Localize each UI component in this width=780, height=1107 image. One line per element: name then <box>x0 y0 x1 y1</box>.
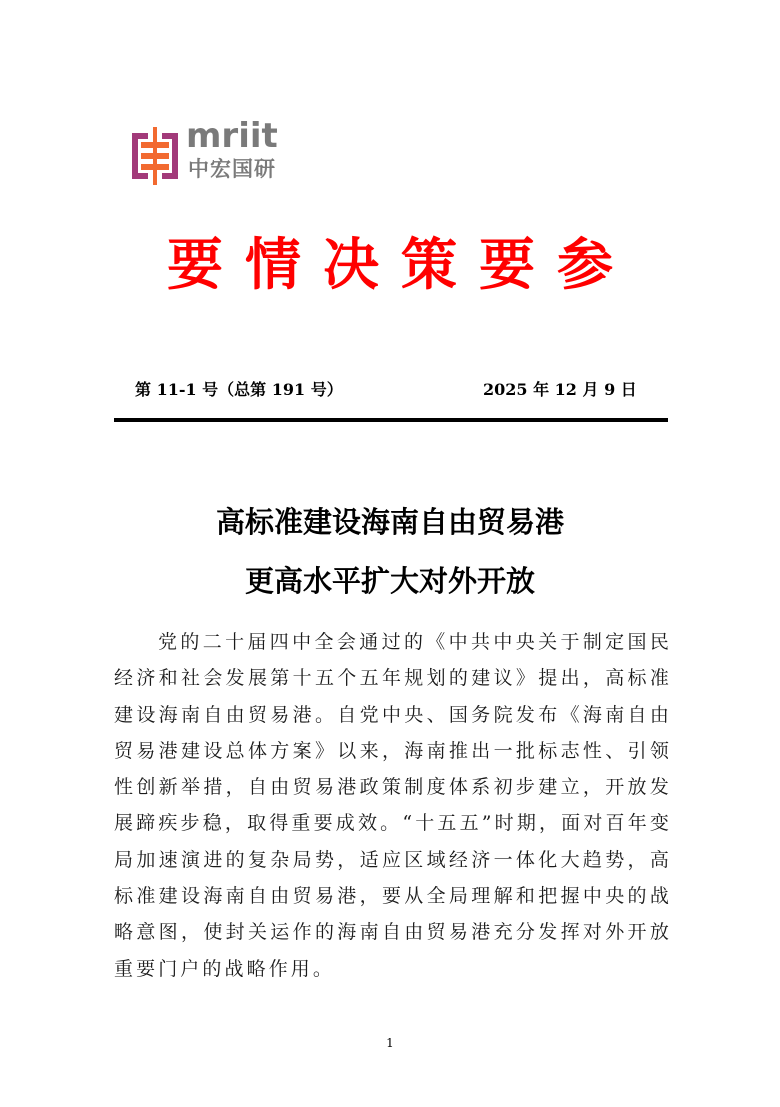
page-number: 1 <box>386 1036 394 1050</box>
article-body <box>114 624 672 987</box>
mriit-logo-icon <box>130 127 180 185</box>
issue-date: 2025 年 12 月 9 日 <box>483 380 637 399</box>
article-title-line-2: 更高水平扩大对外开放 <box>244 564 535 598</box>
issue-number: 第 11-1 号（总第 191 号） <box>135 380 343 399</box>
issue-info <box>135 378 635 402</box>
masthead-title: 要情决策要参 <box>167 233 635 298</box>
mriit-logo <box>130 116 280 186</box>
article-paragraph: 党的二十届四中全会通过的《中共中央关于制定国民经济和社会发展第十五个五年规划的建议》提出，高标准建设海南自由贸易港。自党中央、国务院发布《海南自由贸易港建设总体方案》以来，海南推出一批标志性、引领性创新举措，自由贸易港政策制度体系初步建立，开放发展蹄疾步稳，取得重要成效。“十五五”时期，面对百年变局加速演进的复杂局势，适应区域经济一体化大趋势，高标准建设海南自由贸易港，要从全局理解和把握中央的战略意图，使封关运作的海南自由贸易港充分发挥对外开放重要门户的战略作用。 <box>114 631 672 980</box>
article-title-line-1: 高标准建设海南自由贸易港 <box>215 505 564 539</box>
logo-chinese-name: 中宏国研 <box>188 157 276 181</box>
logo-wordmark: mriit <box>186 116 278 156</box>
header-divider <box>114 418 668 422</box>
